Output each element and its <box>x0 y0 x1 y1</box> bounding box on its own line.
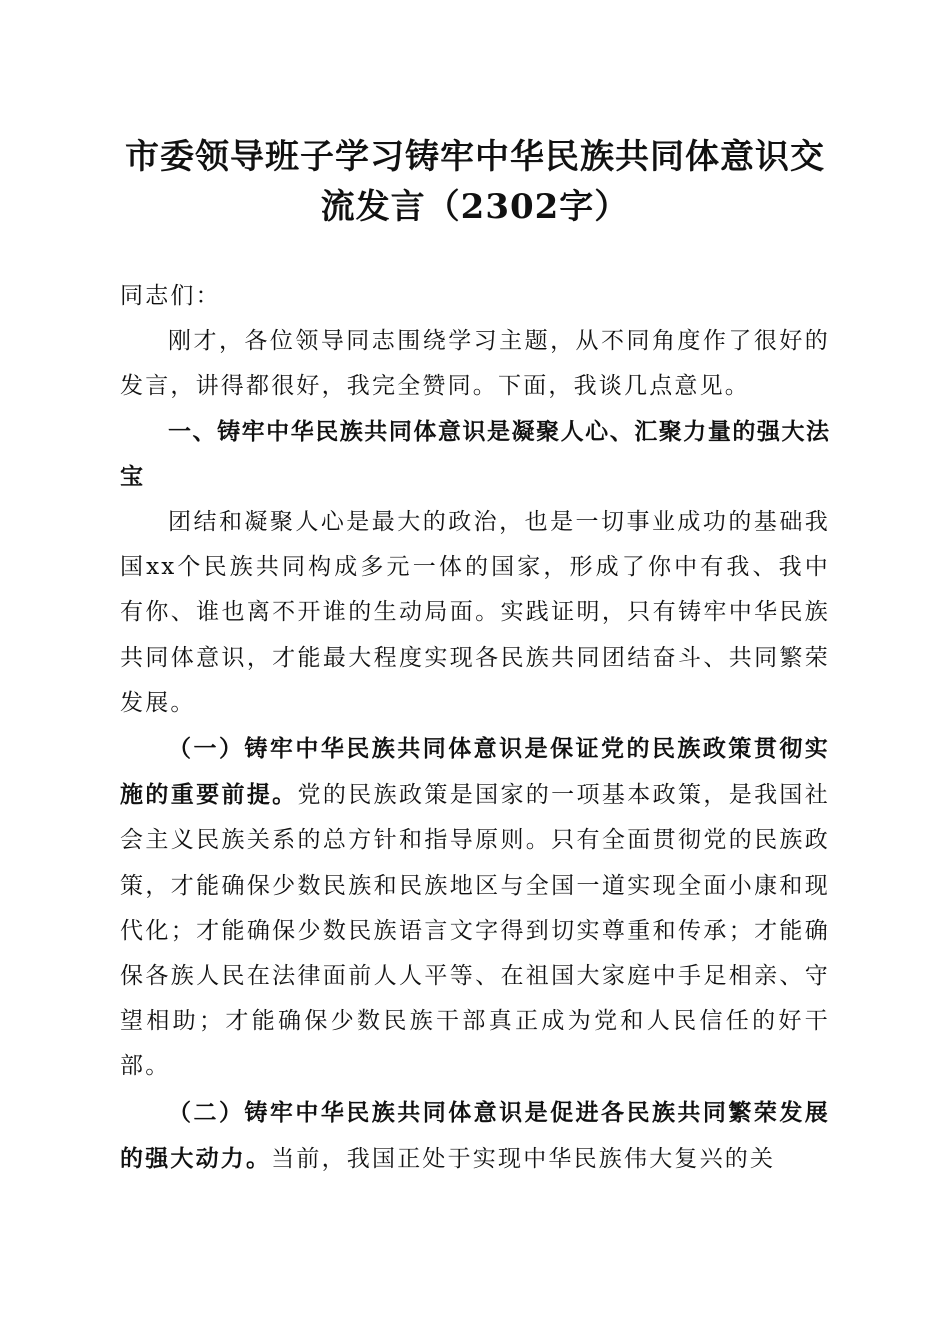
paragraph-3-lead: （二）铸牢中华民族共同体意识是促进各民族共同繁荣发展的强大动力。 <box>120 1098 830 1172</box>
salutation: 同志们： <box>120 283 221 309</box>
paragraph-3 <box>120 1090 830 1182</box>
paragraph-2-lead: （一）铸牢中华民族共同体意识是保证党的民族政策贯彻实施的重要前提。 <box>120 735 830 809</box>
section-heading-1: 一、铸牢中华民族共同体意识是凝聚人心、汇聚力量的强大法宝 <box>120 418 830 490</box>
document-title <box>110 132 840 232</box>
intro-paragraph: 刚才，各位领导同志围绕学习主题，从不同角度作了很好的发言，讲得都很好，我完全赞同。下面，我谈几点意见。 <box>120 328 830 400</box>
paragraph-1: 团结和凝聚人心是最大的政治，也是一切事业成功的基础我国xx个民族共同构成多元一体的国家，形成了你中有我、我中有你、谁也离不开谁的生动局面。实践证明，只有铸牢中华民族共同体意识，才能最大程度实现各民族共同团结奋斗、共同繁荣发展。 <box>120 509 830 716</box>
title-line-1: 市委领导班子学习铸牢中华民族共同体意识交 <box>125 137 825 177</box>
paragraph-2 <box>120 726 830 1090</box>
title-line-2: 流发言（2302字） <box>320 187 630 227</box>
document-body <box>120 274 830 1182</box>
paragraph-2-text: 党的民族政策是国家的一项基本政策，是我国社会主义民族关系的总方针和指导原则。只有全面贯彻党的民族政策，才能确保少数民族和民族地区与全国一道实现全面小康和现代化；才能确保少数民族语言文字得到切实尊重和传承；才能确保各族人民在法律面前人人平等、在祖国大家庭中手足相亲、守望相助；才能确保少数民族干部真正成为党和人民信任的好干部。 <box>120 782 830 1080</box>
paragraph-3-text: 当前，我国正处于实现中华民族伟大复兴的关 <box>271 1145 776 1172</box>
